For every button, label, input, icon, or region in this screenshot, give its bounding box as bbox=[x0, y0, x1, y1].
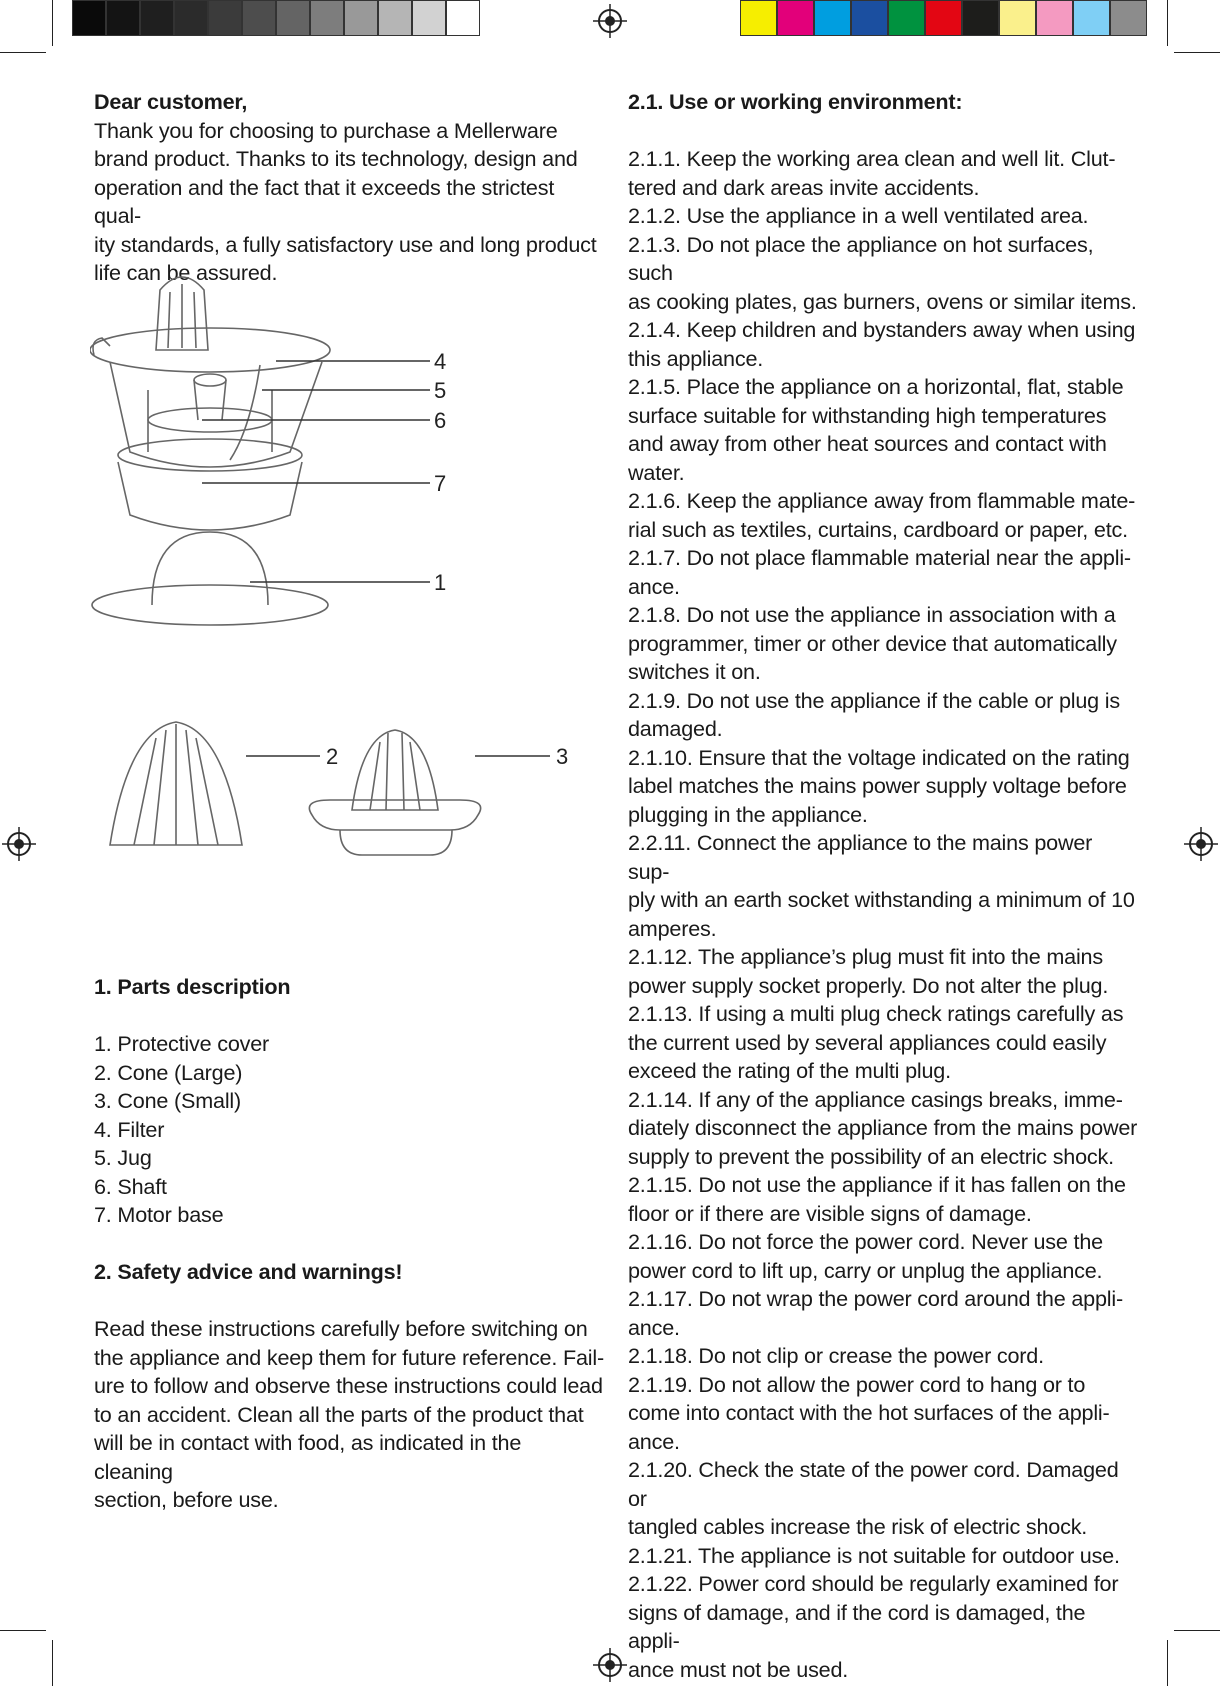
registration-mark-icon bbox=[1184, 827, 1218, 861]
color-swatch bbox=[1036, 0, 1073, 36]
registration-mark-icon bbox=[2, 827, 36, 861]
callout-2: 2 bbox=[326, 744, 339, 769]
parts-item: 2. Cone (Large) bbox=[94, 1059, 243, 1085]
environment-item: 2.1.20. Check the state of the power cord. Damaged or tangled cables increase the risk of electric shock. bbox=[628, 1457, 1119, 1539]
environment-item: 2.1.21. The appliance is not suitable for outdoor use. bbox=[628, 1542, 1120, 1568]
grayscale-color-bar bbox=[72, 0, 480, 40]
color-swatch bbox=[344, 0, 378, 36]
color-swatch bbox=[106, 0, 140, 36]
environment-item: 2.1.5. Place the appliance on a horizontal, flat, stable surface suitable for withstanding high temperatures and away from other heat sources and contact with water. bbox=[628, 374, 1124, 485]
color-swatch bbox=[242, 0, 276, 36]
intro-section bbox=[94, 88, 604, 288]
color-swatch bbox=[378, 0, 412, 36]
crop-mark bbox=[1167, 1640, 1168, 1686]
color-swatch bbox=[888, 0, 925, 36]
environment-item: 2.1.14. If any of the appliance casings breaks, imme- diately disconnect the appliance from the mains power supply to prevent the possibility of an electric shock. bbox=[628, 1086, 1138, 1169]
color-swatch bbox=[925, 0, 962, 36]
environment-section bbox=[628, 88, 1138, 1684]
color-swatch bbox=[1073, 0, 1110, 36]
environment-item: 2.1.7. Do not place flammable material near the appli- ance. bbox=[628, 545, 1131, 599]
crop-mark bbox=[52, 0, 53, 46]
product-diagram bbox=[90, 270, 610, 920]
parts-item: 5. Jug bbox=[94, 1145, 152, 1170]
color-swatch bbox=[1110, 0, 1147, 36]
parts-item: 6. Shaft bbox=[94, 1173, 167, 1199]
color-swatch bbox=[740, 0, 777, 36]
crop-mark bbox=[1167, 0, 1168, 46]
environment-item: 2.1.17. Do not wrap the power cord around the appli- ance. bbox=[628, 1286, 1123, 1340]
callout-6: 6 bbox=[434, 408, 447, 433]
registration-mark-icon bbox=[593, 1648, 627, 1682]
environment-heading: 2.1. Use or working environment: bbox=[628, 89, 963, 114]
color-swatch bbox=[310, 0, 344, 36]
parts-item: 4. Filter bbox=[94, 1116, 165, 1142]
environment-item: 2.1.13. If using a multi plug check ratings carefully as the current used by several appliances could easily exceed the rating of the multi plug. bbox=[628, 1001, 1124, 1083]
color-swatch bbox=[276, 0, 310, 36]
environment-item: 2.1.12. The appliance’s plug must fit into the mains power supply socket properly. Do not alter the plug. bbox=[628, 944, 1109, 998]
callout-4: 4 bbox=[434, 349, 447, 374]
color-swatch bbox=[851, 0, 888, 36]
color-swatch bbox=[72, 0, 106, 36]
crop-mark bbox=[1174, 52, 1220, 53]
environment-item: 2.1.15. Do not use the appliance if it has fallen on the floor or if there are visible signs of damage. bbox=[628, 1172, 1126, 1226]
intro-body: Thank you for choosing to purchase a Mellerware brand product. Thanks to its technology, design and operation and the fact that it exceeds the strictest qual- ity standards, a fully satisfactory use and long product life can be assured. bbox=[94, 117, 597, 285]
environment-item: 2.2.11. Connect the appliance to the mains power sup- ply with an earth socket withstanding a minimum of 10 amperes. bbox=[628, 830, 1135, 941]
process-color-bar bbox=[740, 0, 1147, 40]
crop-mark bbox=[0, 1630, 46, 1631]
crop-mark bbox=[0, 52, 46, 53]
environment-item: 2.1.2. Use the appliance in a well ventilated area. bbox=[628, 203, 1089, 228]
color-swatch bbox=[140, 0, 174, 36]
environment-item: 2.1.16. Do not force the power cord. Never use the power cord to lift up, carry or unplug the appliance. bbox=[628, 1229, 1103, 1283]
environment-item: 2.1.10. Ensure that the voltage indicated on the rating label matches the mains power supply voltage before plugging in the appliance. bbox=[628, 744, 1130, 827]
color-swatch bbox=[446, 0, 480, 36]
callout-5: 5 bbox=[434, 378, 447, 403]
crop-mark bbox=[52, 1640, 53, 1686]
color-swatch bbox=[208, 0, 242, 36]
color-swatch bbox=[962, 0, 999, 36]
color-swatch bbox=[174, 0, 208, 36]
callout-3: 3 bbox=[556, 744, 569, 769]
environment-item: 2.1.4. Keep children and bystanders away when using this appliance. bbox=[628, 317, 1136, 371]
parts-item: 1. Protective cover bbox=[94, 1031, 270, 1056]
environment-item: 2.1.18. Do not clip or crease the power cord. bbox=[628, 1343, 1044, 1368]
environment-item: 2.1.6. Keep the appliance away from flammable mate- rial such as textiles, curtains, cardboard or paper, etc. bbox=[628, 488, 1136, 542]
parts-heading: 1. Parts description bbox=[94, 974, 291, 999]
color-swatch bbox=[814, 0, 851, 36]
citrus-press-exploded-view bbox=[90, 270, 610, 920]
callout-1: 1 bbox=[434, 570, 447, 595]
parts-item: 7. Motor base bbox=[94, 1202, 224, 1227]
color-swatch bbox=[999, 0, 1036, 36]
safety-body: Read these instructions carefully before switching on the appliance and keep them for future reference. Fail- ure to follow and observe these instructions could lead to an accident. Clean all the parts of the product that will be in contact with food, as indicated in the cleaning section, before use. bbox=[94, 1316, 604, 1512]
callout-7: 7 bbox=[434, 471, 447, 496]
environment-item: 2.1.22. Power cord should be regularly examined for signs of damage, and if the cord is damaged, the appli- ance must not be used. bbox=[628, 1571, 1119, 1682]
environment-item: 2.1.19. Do not allow the power cord to hang or to come into contact with the hot surfaces of the appli- ance. bbox=[628, 1371, 1110, 1454]
registration-mark-icon bbox=[593, 4, 627, 38]
parts-item: 3. Cone (Small) bbox=[94, 1088, 242, 1113]
environment-item: 2.1.9. Do not use the appliance if the cable or plug is damaged. bbox=[628, 687, 1120, 741]
environment-item: 2.1.1. Keep the working area clean and well lit. Clut- tered and dark areas invite accidents. bbox=[628, 146, 1116, 200]
parts-section bbox=[94, 973, 604, 1515]
intro-heading: Dear customer, bbox=[94, 89, 248, 114]
color-swatch bbox=[777, 0, 814, 36]
color-swatch bbox=[412, 0, 446, 36]
crop-mark bbox=[1174, 1630, 1220, 1631]
environment-item: 2.1.8. Do not use the appliance in association with a programmer, timer or other device that automatically switches it on. bbox=[628, 602, 1117, 684]
safety-heading: 2. Safety advice and warnings! bbox=[94, 1259, 403, 1284]
environment-item: 2.1.3. Do not place the appliance on hot surfaces, such as cooking plates, gas burners, ovens or similar items. bbox=[628, 231, 1137, 314]
